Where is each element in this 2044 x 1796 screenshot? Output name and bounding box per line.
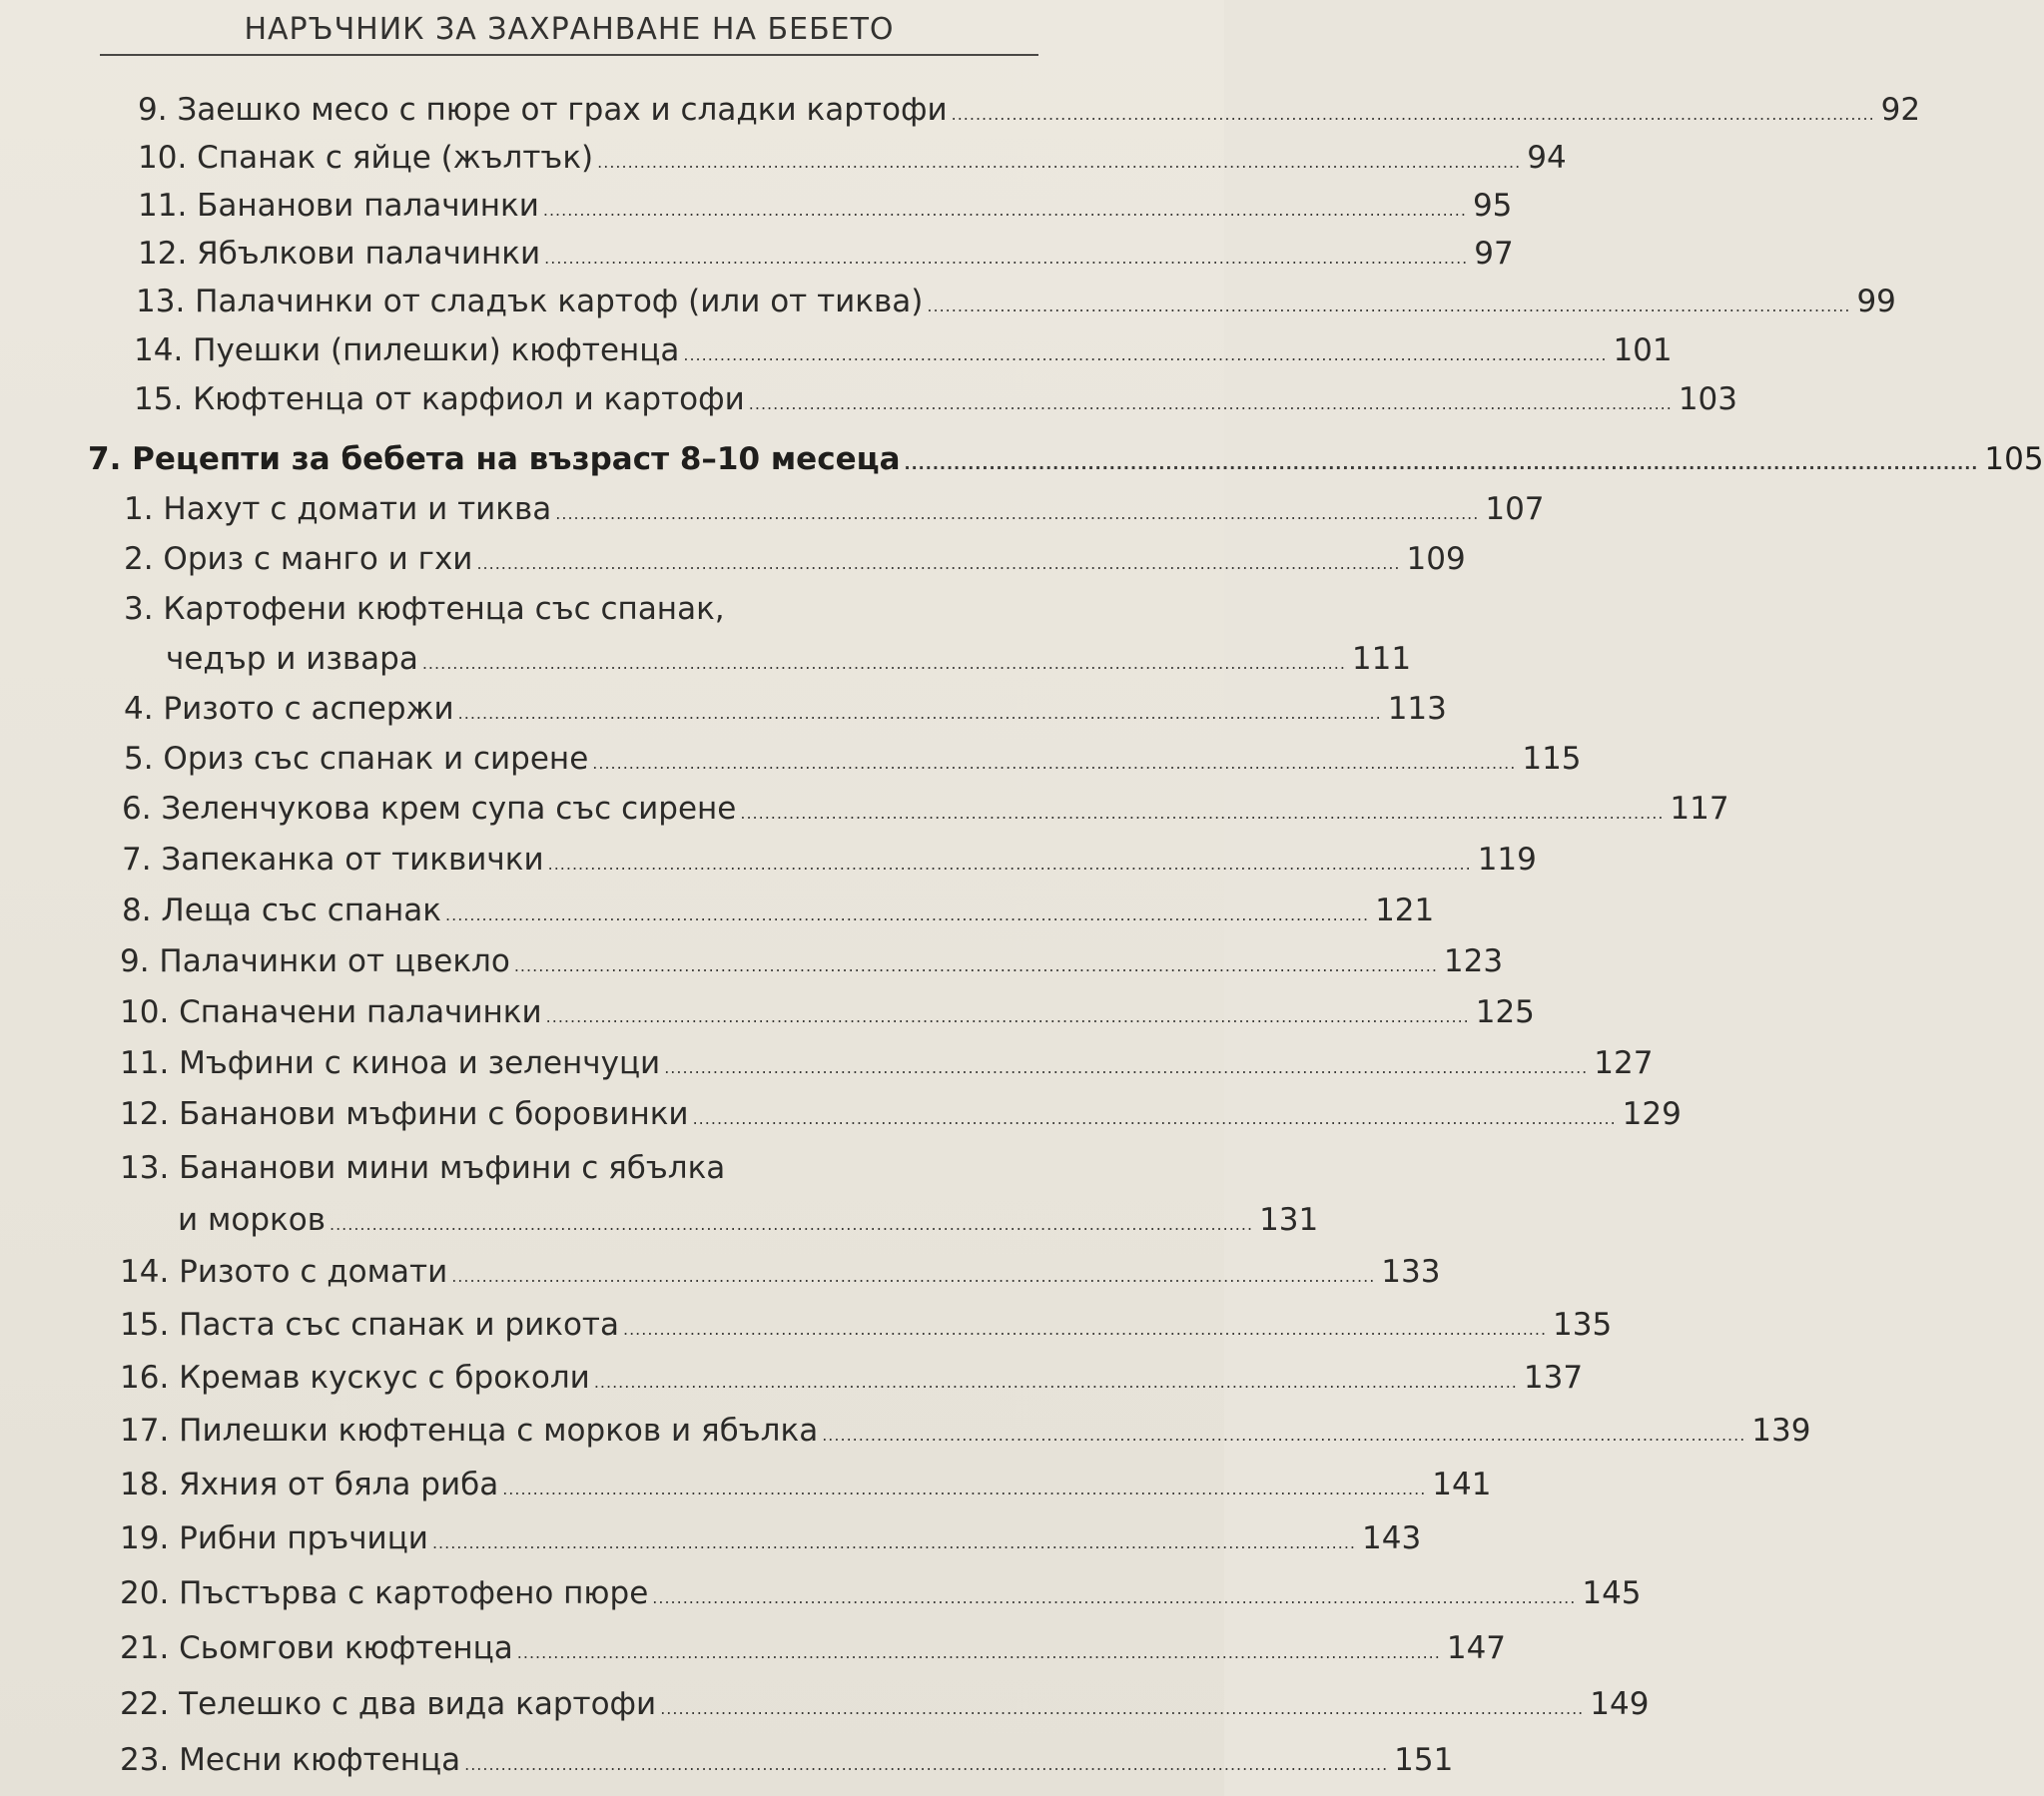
toc-entry bbox=[120, 994, 1535, 1030]
toc-entry-title: 1. Нахут с домати и тиква bbox=[124, 491, 552, 527]
toc-entry-page: 109 bbox=[1406, 541, 1466, 577]
toc-entry bbox=[120, 1575, 1642, 1611]
toc-entry bbox=[124, 541, 1466, 577]
dot-leader: ........................................................................................................................................................ bbox=[431, 1533, 1357, 1552]
toc-entry bbox=[120, 1686, 1650, 1722]
toc-entry-title: 15. Кюфтенца от карфиол и картофи bbox=[134, 381, 745, 417]
toc-entry bbox=[134, 381, 1737, 417]
toc-entry bbox=[120, 1742, 1454, 1778]
toc-entry-page: 119 bbox=[1477, 842, 1537, 878]
toc-entry bbox=[138, 236, 1514, 272]
dot-leader: ........................................................................................................................................................ bbox=[555, 504, 1480, 523]
toc-entry bbox=[136, 284, 1896, 319]
toc-entry-page: 121 bbox=[1375, 893, 1435, 928]
toc-entry-title: 14. Пуешки (пилешки) кюфтенца bbox=[134, 332, 680, 368]
dot-leader: ........................................................................................................................................................ bbox=[544, 249, 1469, 268]
dot-leader: ........................................................................................................................................................ bbox=[330, 1215, 1254, 1234]
dot-leader: ........................................................................................................................................................ bbox=[748, 394, 1673, 413]
dot-leader: ........................................................................................................................................................ bbox=[542, 201, 1467, 220]
dot-leader: ........................................................................................................................................................ bbox=[660, 1699, 1585, 1718]
toc-entry bbox=[122, 791, 1729, 827]
toc-entry-title: 9. Заешко месо с пюре от грах и сладки картофи bbox=[138, 92, 948, 128]
dot-leader: ........................................................................................................................................................ bbox=[547, 855, 1472, 874]
toc-entry-title: 18. Яхния от бяла риба bbox=[120, 1467, 499, 1502]
toc-entry-title: 9. Палачинки от цвекло bbox=[120, 943, 510, 979]
toc-entry-title: 8. Леща със спанак bbox=[122, 893, 442, 928]
dot-leader: ........................................................................................................................................................ bbox=[421, 654, 1346, 673]
toc-entry-page: 149 bbox=[1590, 1686, 1650, 1722]
toc-entry-title: 5. Ориз със спанак и сирене bbox=[124, 741, 589, 777]
toc-entry-title: 10. Спаначени палачинки bbox=[120, 994, 542, 1030]
toc-entry-page: 137 bbox=[1523, 1360, 1584, 1396]
toc-entry-title: 22. Телешко с два вида картофи bbox=[120, 1686, 657, 1722]
toc-entry-page: 117 bbox=[1670, 791, 1729, 827]
dot-leader: ........................................................................................................................................................ bbox=[622, 1320, 1548, 1339]
toc-entry-page: 141 bbox=[1432, 1467, 1492, 1502]
toc-entry-page: 111 bbox=[1351, 641, 1412, 677]
toc-entry bbox=[124, 741, 1582, 777]
toc-entry-page: 151 bbox=[1394, 1742, 1454, 1778]
dot-leader: ........................................................................................................................................................ bbox=[545, 1007, 1470, 1026]
toc-entry-page: 127 bbox=[1594, 1045, 1654, 1081]
toc-entry-title: 20. Пъстърва с картофено пюре bbox=[120, 1575, 649, 1611]
toc-entry bbox=[124, 491, 1545, 527]
toc-entry bbox=[120, 1045, 1654, 1081]
toc-entry-title: чедър и извара bbox=[166, 641, 418, 677]
toc-entry bbox=[120, 943, 1504, 979]
toc-entry-page: 143 bbox=[1362, 1520, 1422, 1556]
toc-entry-title: 16. Кремав кускус с броколи bbox=[120, 1360, 590, 1396]
toc-entry-page: 101 bbox=[1613, 332, 1673, 368]
toc-entry bbox=[178, 1202, 1319, 1238]
toc-entry-page: 133 bbox=[1381, 1254, 1441, 1290]
toc-entry-title: 13. Палачинки от сладък картоф (или от тиква) bbox=[136, 284, 924, 319]
toc-entry-page: 92 bbox=[1880, 92, 1921, 128]
toc-entry-title: 19. Рибни пръчици bbox=[120, 1520, 428, 1556]
toc-entry-page: 99 bbox=[1856, 284, 1896, 319]
toc-entry-page: 145 bbox=[1582, 1575, 1642, 1611]
toc-entry-title: 2. Ориз с манго и гхи bbox=[124, 541, 473, 577]
toc-entry-title: 7. Запеканка от тиквички bbox=[122, 842, 544, 878]
toc-entry-title: 15. Паста със спанак и рикота bbox=[120, 1307, 619, 1343]
dot-leader: ........................................................................................................................................................ bbox=[502, 1480, 1427, 1498]
toc-entry-first-line: 3. Картофени кюфтенца със спанак, bbox=[124, 591, 725, 627]
dot-leader: ........................................................................................................................................................ bbox=[464, 1755, 1389, 1774]
toc-entry-title: 12. Бананови мъфини с боровинки bbox=[120, 1096, 689, 1132]
dot-leader: ........................................................................................................................................................ bbox=[664, 1058, 1589, 1077]
toc-entry-first-line: 13. Бананови мини мъфини с ябълка bbox=[120, 1150, 726, 1186]
toc-entry bbox=[122, 893, 1435, 928]
toc-entry-page: 113 bbox=[1387, 691, 1447, 727]
toc-entry bbox=[120, 1630, 1507, 1666]
toc-entry-page: 131 bbox=[1259, 1202, 1319, 1238]
toc-entry bbox=[134, 332, 1673, 368]
toc-entry-page: 94 bbox=[1527, 140, 1567, 176]
toc-entry bbox=[124, 691, 1447, 727]
dot-leader: ........................................................................................................................................................ bbox=[592, 754, 1517, 773]
toc-entry-page: 97 bbox=[1474, 236, 1514, 272]
toc-entry-page: 123 bbox=[1443, 943, 1504, 979]
toc-entry bbox=[120, 1413, 1811, 1449]
toc-entry-page: 105 bbox=[1984, 441, 2044, 477]
dot-leader: ........................................................................................................................................................ bbox=[927, 297, 1851, 315]
toc-entry-page: 147 bbox=[1446, 1630, 1507, 1666]
toc-section-heading bbox=[88, 441, 2044, 477]
dot-leader: ........................................................................................................................................................ bbox=[683, 345, 1608, 364]
dot-leader: ........................................................................................................................................................ bbox=[822, 1426, 1746, 1445]
dot-leader: ........................................................................................................................................................ bbox=[597, 153, 1522, 172]
dot-leader: ........................................................................................................................................................ bbox=[513, 956, 1438, 975]
toc-entry bbox=[120, 1096, 1682, 1132]
toc-entry-title: 11. Мъфини с киноа и зеленчуци bbox=[120, 1045, 661, 1081]
dot-leader: ........................................................................................................................................................ bbox=[445, 905, 1370, 924]
toc-entry bbox=[120, 1307, 1613, 1343]
dot-leader: ........................................................................................................................................................ bbox=[904, 454, 1979, 473]
toc-entry bbox=[138, 92, 1921, 128]
dot-leader: ........................................................................................................................................................ bbox=[457, 704, 1382, 723]
dot-leader: ........................................................................................................................................................ bbox=[951, 105, 1875, 124]
toc-entry bbox=[120, 1360, 1584, 1396]
toc-entry-title: 14. Ризото с домати bbox=[120, 1254, 448, 1290]
toc-entry-title: 23. Месни кюфтенца bbox=[120, 1742, 461, 1778]
dot-leader: ........................................................................................................................................................ bbox=[692, 1109, 1617, 1128]
toc-entry-page: 103 bbox=[1678, 381, 1737, 417]
toc-entry-page: 129 bbox=[1622, 1096, 1682, 1132]
toc-entry-title: 6. Зеленчукова крем супа със сирене bbox=[122, 791, 737, 827]
toc-entry-page: 125 bbox=[1475, 994, 1535, 1030]
dot-leader: ........................................................................................................................................................ bbox=[476, 554, 1401, 573]
toc-entry bbox=[138, 140, 1567, 176]
toc-entry-page: 139 bbox=[1751, 1413, 1811, 1449]
dot-leader: ........................................................................................................................................................ bbox=[593, 1373, 1518, 1392]
toc-entry-title: 4. Ризото с аспержи bbox=[124, 691, 454, 727]
toc-entry bbox=[120, 1254, 1441, 1290]
dot-leader: ........................................................................................................................................................ bbox=[451, 1267, 1376, 1286]
toc-entry-title: и морков bbox=[178, 1202, 326, 1238]
toc-entry-page: 107 bbox=[1485, 491, 1545, 527]
toc-entry-title: 21. Сьомгови кюфтенца bbox=[120, 1630, 513, 1666]
toc-entry-title: 10. Спанак с яйце (жълтък) bbox=[138, 140, 594, 176]
toc-entry-page: 135 bbox=[1553, 1307, 1613, 1343]
toc-entry-title: 7. Рецепти за бебета на възраст 8–10 месеца bbox=[88, 441, 901, 477]
toc-entry bbox=[138, 188, 1513, 224]
toc-entry bbox=[120, 1467, 1492, 1502]
dot-leader: ........................................................................................................................................................ bbox=[652, 1588, 1577, 1607]
toc-entry bbox=[166, 641, 1412, 677]
toc-entry bbox=[122, 842, 1537, 878]
toc-entry bbox=[120, 1520, 1422, 1556]
toc-entry-page: 95 bbox=[1472, 188, 1513, 224]
toc-entry-title: 17. Пилешки кюфтенца с морков и ябълка bbox=[120, 1413, 819, 1449]
toc-entry-page: 115 bbox=[1522, 741, 1582, 777]
running-header: НАРЪЧНИК ЗА ЗАХРАНВАНЕ НА БЕБЕТО bbox=[244, 12, 895, 47]
dot-leader: ........................................................................................................................................................ bbox=[740, 804, 1665, 823]
toc-entry-title: 11. Бананови палачинки bbox=[138, 188, 539, 224]
dot-leader: ........................................................................................................................................................ bbox=[516, 1643, 1441, 1662]
toc-entry-title: 12. Ябълкови палачинки bbox=[138, 236, 541, 272]
